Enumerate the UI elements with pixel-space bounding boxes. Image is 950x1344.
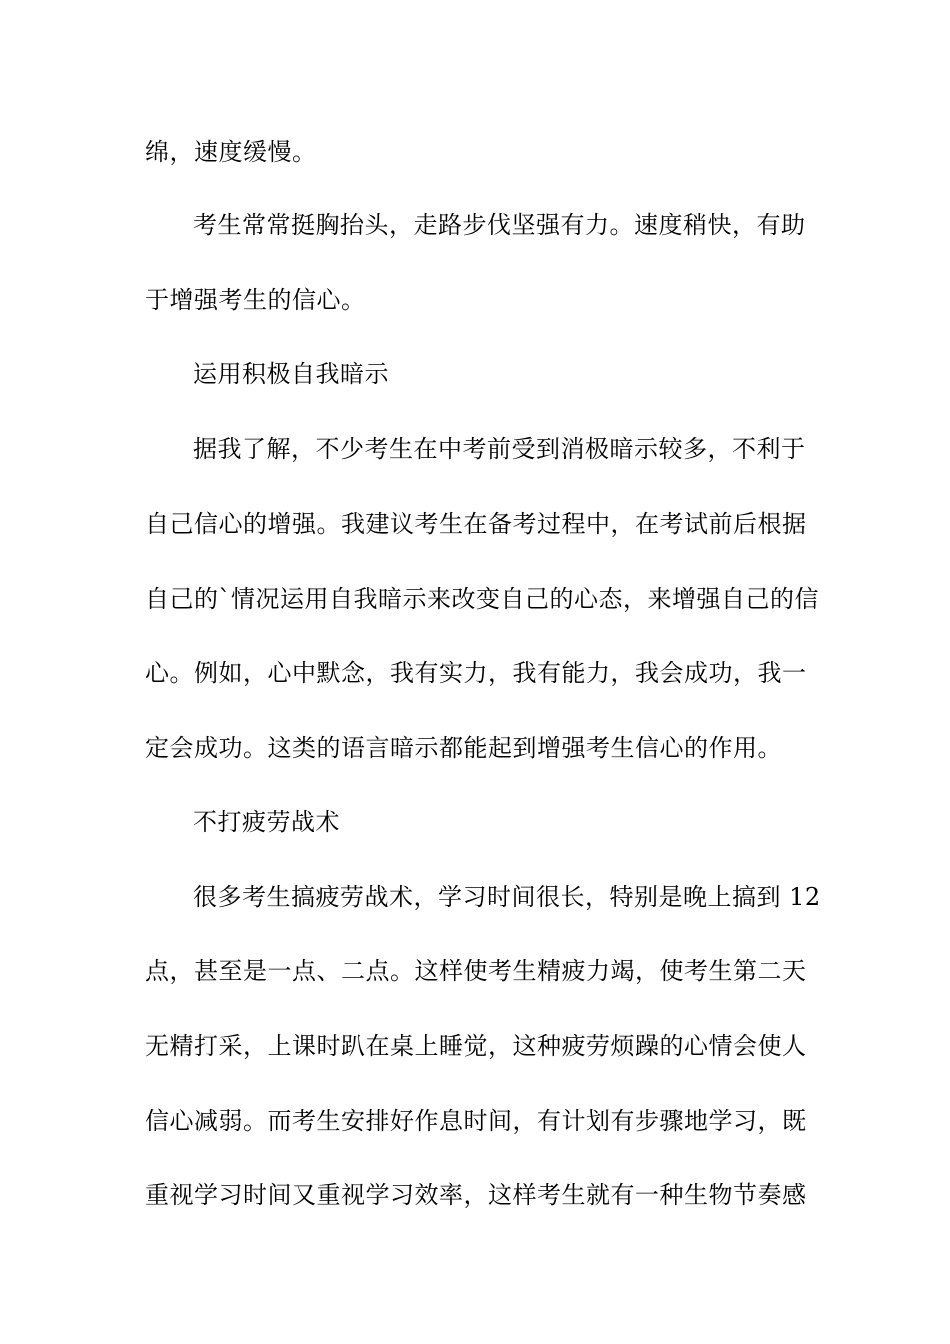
paragraph-line-5: 据我了解，不少考生在中考前受到消极暗示较多，不利于 — [193, 435, 806, 463]
text-line-13: 无精打采，上课时趴在桌上睡觉，这种疲劳烦躁的心情会使人 — [145, 1032, 807, 1060]
section-heading-no-fatigue: 不打疲劳战术 — [193, 808, 340, 836]
text-line-14: 信心减弱。而考生安排好作息时间，有计划有步骤地学习，既 — [145, 1107, 807, 1135]
text-line-12: 点，甚至是一点、二点。这样使考生精疲力竭，使考生第二天 — [145, 957, 807, 985]
text-line-8: 心。例如，心中默念，我有实力，我有能力，我会成功，我一 — [145, 659, 807, 687]
text-line-1: 绵，速度缓慢。 — [145, 138, 317, 166]
paragraph-line-11: 很多考生搞疲劳战术，学习时间很长，特别是晚上搞到 12 — [193, 883, 821, 911]
text-line-6: 自己信心的增强。我建议考生在备考过程中，在考试前后根据 — [145, 510, 807, 538]
text-line-3: 于增强考生的信心。 — [145, 286, 366, 314]
text-line-7: 自己的`情况运用自我暗示来改变自己的心态，来增强自己的信 — [145, 585, 819, 613]
text-line-9: 定会成功。这类的语言暗示都能起到增强考生信心的作用。 — [145, 734, 782, 762]
section-heading-self-suggestion: 运用积极自我暗示 — [193, 360, 389, 388]
paragraph-line-2: 考生常常挺胸抬头，走路步伐坚强有力。速度稍快，有助 — [193, 211, 806, 239]
text-line-15: 重视学习时间又重视学习效率，这样考生就有一种生物节奏感 — [145, 1181, 807, 1209]
